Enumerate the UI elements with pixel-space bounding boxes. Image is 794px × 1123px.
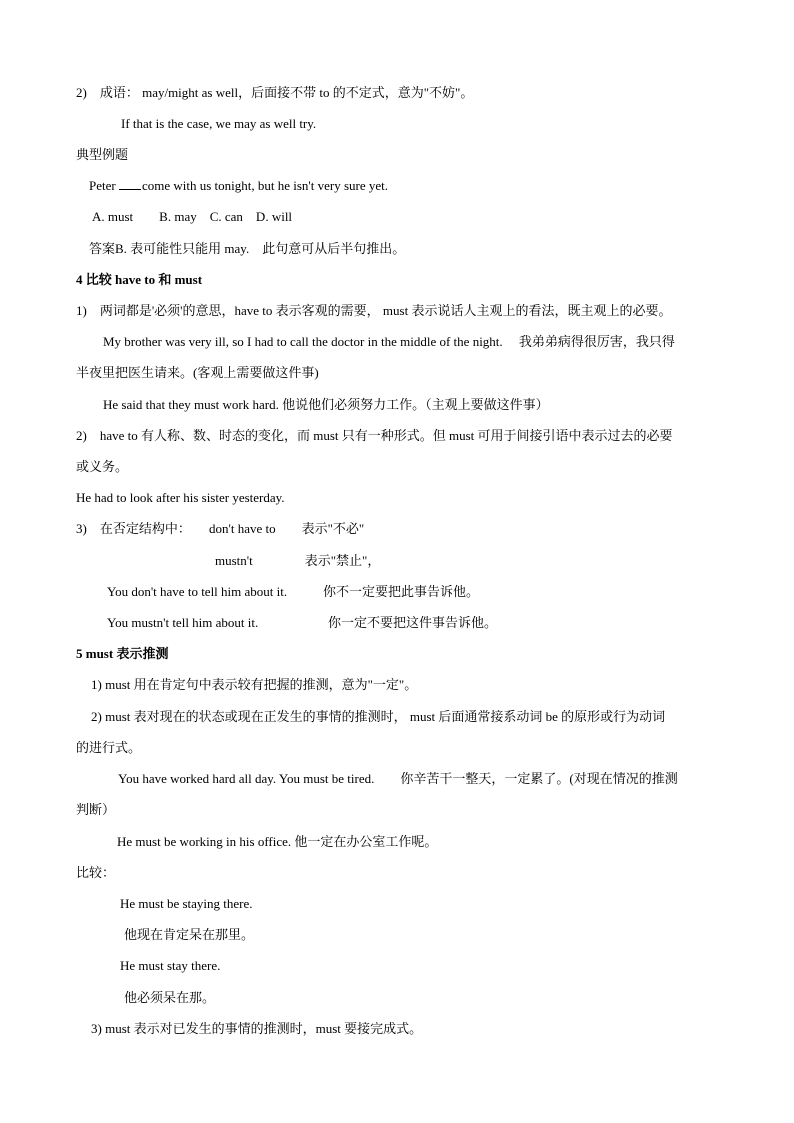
example-sentence: If that is the case, we may as well try. <box>121 116 317 131</box>
question-subject: Peter <box>89 178 116 193</box>
text-line: mustn't 表示"禁止"， <box>215 553 381 568</box>
text-line: 2) have to 有人称、数、时态的变化，而 must 只有一种形式。但 must 可用于间接引语中表示过去的必要 <box>76 428 673 443</box>
answer-blank <box>119 177 141 190</box>
example-translation: 他现在肯定呆在那里。 <box>124 927 255 942</box>
section-label: 典型例题 <box>76 147 129 162</box>
text-line: 或义务。 <box>76 459 129 474</box>
text-line: 的进行式。 <box>76 740 142 755</box>
text-line: 1) must 用在肯定句中表示较有把握的推测，意为"一定"。 <box>91 677 418 692</box>
example-sentence: You mustn't tell him about it. <box>107 615 259 630</box>
question-sentence <box>89 177 388 195</box>
example-sentence: He had to look after his sister yesterday. <box>76 490 285 505</box>
example-sentence: He must be staying there. <box>120 896 253 911</box>
text-line: 3) must 表示对已发生的事情的推测时，must 要接完成式。 <box>91 1021 423 1036</box>
text-line: 1) 两词都是'必须'的意思，have to 表示客观的需要， must 表示说话人主观上的看法，既主观上的必要。 <box>76 303 672 318</box>
example-translation: 你一定不要把这件事告诉他。 <box>328 615 498 630</box>
example-sentence: He must stay there. <box>120 958 221 973</box>
section-label: 比较： <box>76 865 116 880</box>
example-sentence: My brother was very ill, so I had to call the doctor in the middle of the night. 我弟弟病得很厉害，我只得 <box>103 334 675 349</box>
text-line: 3) 在否定结构中： <box>76 521 191 536</box>
example-translation: 你不一定要把此事告诉他。 <box>323 584 480 599</box>
question-rest: come with us tonight, but he isn't very sure yet. <box>141 178 389 193</box>
example-translation: 他必须呆在那。 <box>124 990 216 1005</box>
text-line: 半夜里把医生请来。(客观上需要做这件事) <box>76 365 319 380</box>
section-heading: 5 must 表示推测 <box>76 646 169 661</box>
text-line: 判断） <box>76 802 116 817</box>
answer-explanation: 答案B. 表可能性只能用 may. 此句意可从后半句推出。 <box>89 241 406 256</box>
section-heading: 4 比较 have to 和 must <box>76 272 203 287</box>
example-sentence: You have worked hard all day. You must be tired. 你辛苦干一整天，一定累了。(对现在情况的推测 <box>118 771 678 786</box>
example-sentence: He must be working in his office. 他一定在办公室工作呢。 <box>117 834 438 849</box>
text-line: 2) 成语： may/might as well，后面接不带 to 的不定式，意为"不妨"。 <box>76 85 474 100</box>
text-line: don't have to 表示"不必" <box>209 521 365 536</box>
answer-options: A. must B. may C. can D. will <box>92 209 293 224</box>
text-line: 2) must 表对现在的状态或现在正发生的事情的推测时， must 后面通常接系动词 be 的原形或行为动词 <box>91 709 666 724</box>
example-sentence: He said that they must work hard. 他说他们必须努力工作。（主观上要做这件事） <box>103 397 549 412</box>
example-sentence: You don't have to tell him about it. <box>107 584 288 599</box>
